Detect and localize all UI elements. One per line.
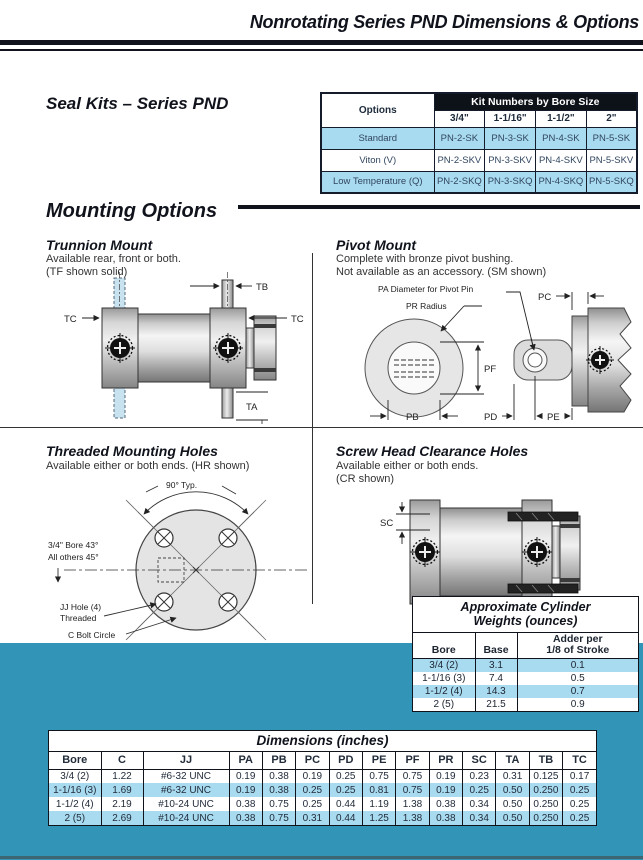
table-cell: 0.25	[296, 797, 329, 811]
trunnion-label-tc-right: TC	[291, 314, 304, 325]
table-cell: #6-32 UNC	[143, 769, 229, 783]
threaded-label-typ: 90° Typ.	[166, 480, 198, 490]
weights-table-box	[412, 596, 639, 712]
pivot-label-pr: PR Radius	[406, 301, 447, 311]
table-cell: 0.9	[517, 698, 638, 711]
seal-options-header: Options	[321, 93, 434, 127]
table-cell: 0.19	[229, 783, 262, 797]
table-cell: 0.38	[229, 797, 262, 811]
pivot-desc-2: Not available as an accessory. (SM shown)	[336, 266, 547, 278]
table-cell: 0.250	[529, 797, 562, 811]
dims-header: PR	[429, 752, 462, 769]
table-cell: PN-2-SKQ	[434, 171, 485, 193]
weights-col-adder	[517, 633, 638, 659]
title-rule-thick	[0, 40, 643, 45]
table-cell: Low Temperature (Q)	[321, 171, 434, 193]
table-cell: 0.50	[496, 797, 529, 811]
dims-header: SC	[463, 752, 496, 769]
dims-header: JJ	[143, 752, 229, 769]
table-row	[49, 811, 596, 825]
dims-header: TC	[563, 752, 596, 769]
seal-kits-heading: Seal Kits – Series PND	[46, 94, 229, 113]
table-cell: 1.69	[101, 783, 143, 797]
table-cell: PN-4-SKQ	[536, 171, 587, 193]
dimensions-title: Dimensions (inches)	[49, 731, 596, 752]
table-cell: 0.44	[329, 811, 362, 825]
threaded-desc-1: Available either or both ends. (HR shown)	[46, 460, 250, 472]
table-cell: PN-5-SK	[586, 127, 637, 149]
threaded-label-jj2: Threaded	[60, 613, 97, 623]
dims-header: TA	[496, 752, 529, 769]
table-cell: PN-3-SK	[485, 127, 536, 149]
table-cell: 0.34	[463, 811, 496, 825]
threaded-label-jj1: JJ Hole (4)	[60, 602, 102, 612]
weights-title-line1: Approximate Cylinder	[460, 600, 591, 614]
table-row	[49, 797, 596, 811]
table-cell: 0.75	[262, 811, 295, 825]
pivot-desc-1: Complete with bronze pivot bushing.	[336, 253, 514, 265]
table-cell: 0.75	[362, 769, 395, 783]
table-cell: 2 (5)	[64, 812, 86, 824]
trunnion-desc-1: Available rear, front or both.	[46, 253, 181, 265]
table-row	[413, 672, 638, 685]
table-row	[413, 659, 638, 672]
table-cell: 0.25	[296, 783, 329, 797]
table-cell: 0.17	[563, 769, 596, 783]
table-cell: 0.25	[329, 783, 362, 797]
table-cell: 3/4 (2)	[60, 770, 90, 782]
screw-label-sc: SC	[380, 518, 394, 529]
table-cell: 7.4	[475, 672, 517, 685]
weights-col-base: Base	[475, 633, 517, 659]
table-cell: PN-4-SKV	[536, 149, 587, 171]
table-row	[413, 685, 638, 698]
trunnion-label-tc-left: TC	[64, 314, 77, 325]
seal-banner: Kit Numbers by Bore Size	[434, 93, 637, 110]
table-cell: 1.22	[101, 769, 143, 783]
table-cell: 0.25	[563, 811, 596, 825]
table-row	[49, 769, 596, 783]
table-cell: 0.23	[463, 769, 496, 783]
table-cell: 0.38	[429, 811, 462, 825]
table-cell: 0.50	[496, 783, 529, 797]
threaded-holes-diagram	[46, 472, 316, 642]
table-cell: 0.38	[429, 797, 462, 811]
table-cell: #6-32 UNC	[143, 783, 229, 797]
trunnion-mount-diagram	[62, 272, 307, 424]
mounting-heading-rule	[238, 205, 640, 209]
table-cell: 0.25	[563, 783, 596, 797]
seal-bore-header: 2"	[586, 110, 637, 127]
weights-col-adder-line1: Adder per	[552, 633, 603, 645]
table-cell: 0.19	[429, 783, 462, 797]
table-cell: 2.19	[101, 797, 143, 811]
seal-bore-header: 1-1/16"	[485, 110, 536, 127]
table-cell: #10-24 UNC	[143, 797, 229, 811]
table-cell: 1-1/2 (4)	[55, 798, 94, 810]
table-cell: 1.25	[362, 811, 395, 825]
table-cell: 0.5	[517, 672, 638, 685]
threaded-label-bore2: All others 45°	[48, 552, 99, 562]
table-cell: 0.19	[296, 769, 329, 783]
table-cell: PN-4-SK	[536, 127, 587, 149]
threaded-label-bolt: C Bolt Circle	[68, 630, 116, 640]
pivot-mount-diagram	[332, 280, 637, 428]
dimensions-table-box	[48, 730, 597, 826]
dims-header: Bore	[49, 752, 101, 769]
table-cell: 14.3	[475, 685, 517, 698]
trunnion-label-tb: TB	[256, 282, 269, 293]
pivot-front-view	[365, 319, 463, 417]
table-cell: 0.81	[362, 783, 395, 797]
table-cell: 0.25	[563, 797, 596, 811]
seal-bore-header: 3/4"	[434, 110, 485, 127]
dims-header: PC	[296, 752, 329, 769]
table-cell: 0.44	[329, 797, 362, 811]
table-cell: #10-24 UNC	[143, 811, 229, 825]
table-cell: 0.19	[229, 769, 262, 783]
table-row	[321, 149, 637, 171]
dims-header: C	[101, 752, 143, 769]
table-cell: 0.38	[262, 769, 295, 783]
page-bottom-edge	[0, 856, 643, 859]
table-cell: 0.34	[463, 797, 496, 811]
table-cell: PN-5-SKQ	[586, 171, 637, 193]
pivot-label-pa: PA Diameter for Pivot Pin	[378, 284, 474, 294]
table-cell: 2 (5)	[433, 698, 455, 710]
table-cell: 0.7	[517, 685, 638, 698]
trunnion-label-ta: TA	[246, 402, 258, 413]
table-cell: 0.38	[229, 811, 262, 825]
table-row	[321, 171, 637, 193]
table-cell: 0.75	[262, 797, 295, 811]
dims-header: PD	[329, 752, 362, 769]
trunnion-mount-title: Trunnion Mount	[46, 237, 153, 253]
page-title: Nonrotating Series PND Dimensions & Options	[249, 12, 639, 32]
table-cell: PN-5-SKV	[586, 149, 637, 171]
table-cell: 0.38	[262, 783, 295, 797]
table-cell: 0.250	[529, 811, 562, 825]
dims-header: PF	[396, 752, 429, 769]
table-cell: 1-1/2 (4)	[424, 685, 463, 697]
table-cell: 1-1/16 (3)	[422, 672, 466, 684]
table-cell: 0.31	[496, 769, 529, 783]
table-cell: PN-2-SK	[434, 127, 485, 149]
dims-header: PB	[262, 752, 295, 769]
screw-desc-1: Available either or both ends.	[336, 460, 479, 472]
weights-col-adder-line2: 1/8 of Stroke	[546, 644, 610, 656]
table-row	[49, 783, 596, 797]
pivot-label-pf: PF	[484, 364, 497, 375]
table-cell: 0.25	[329, 769, 362, 783]
dims-header: TB	[529, 752, 562, 769]
screw-desc-2: (CR shown)	[336, 473, 395, 485]
table-cell: 3/4 (2)	[429, 659, 459, 671]
table-cell: 3.1	[475, 659, 517, 672]
table-cell: 0.75	[396, 783, 429, 797]
table-cell: Viton (V)	[321, 149, 434, 171]
seal-bore-header: 1-1/2"	[536, 110, 587, 127]
dimensions-table	[49, 752, 596, 825]
table-cell: 0.125	[529, 769, 562, 783]
bolt-circle-face	[64, 500, 308, 640]
dims-header: PA	[229, 752, 262, 769]
table-cell: Standard	[321, 127, 434, 149]
pivot-label-pc: PC	[538, 292, 552, 303]
table-cell: 0.31	[296, 811, 329, 825]
threaded-label-bore1: 3/4" Bore 43°	[48, 540, 99, 550]
table-cell: PN-3-SKQ	[485, 171, 536, 193]
weights-table	[413, 633, 638, 711]
table-cell: 1.19	[362, 797, 395, 811]
pivot-label-pe: PE	[547, 412, 560, 423]
table-cell: PN-2-SKV	[434, 149, 485, 171]
table-cell: 1.38	[396, 811, 429, 825]
weights-title-line2: Weights (ounces)	[473, 614, 578, 628]
table-cell: 21.5	[475, 698, 517, 711]
pivot-label-pd: PD	[484, 412, 498, 423]
seal-kits-table	[320, 92, 638, 194]
pivot-label-pb: PB	[406, 412, 419, 423]
table-cell: 0.1	[517, 659, 638, 672]
threaded-holes-title: Threaded Mounting Holes	[46, 443, 218, 459]
table-cell: 1.38	[396, 797, 429, 811]
pivot-side-view	[514, 308, 631, 412]
pivot-mount-title: Pivot Mount	[336, 237, 417, 253]
mounting-options-heading: Mounting Options	[46, 200, 218, 222]
table-cell: 0.25	[463, 783, 496, 797]
trunnion-desc-2: (TF shown solid)	[46, 266, 128, 278]
title-rule-thin	[0, 49, 643, 51]
table-cell: 0.50	[496, 811, 529, 825]
table-cell: PN-3-SKV	[485, 149, 536, 171]
table-cell: 0.250	[529, 783, 562, 797]
weights-col-bore: Bore	[413, 633, 475, 659]
table-cell: 2.69	[101, 811, 143, 825]
table-row	[413, 698, 638, 711]
table-cell: 0.19	[429, 769, 462, 783]
table-row	[321, 127, 637, 149]
table-cell: 1-1/16 (3)	[53, 784, 97, 796]
screw-clearance-title: Screw Head Clearance Holes	[336, 443, 529, 459]
table-cell: 0.75	[396, 769, 429, 783]
dims-header: PE	[362, 752, 395, 769]
